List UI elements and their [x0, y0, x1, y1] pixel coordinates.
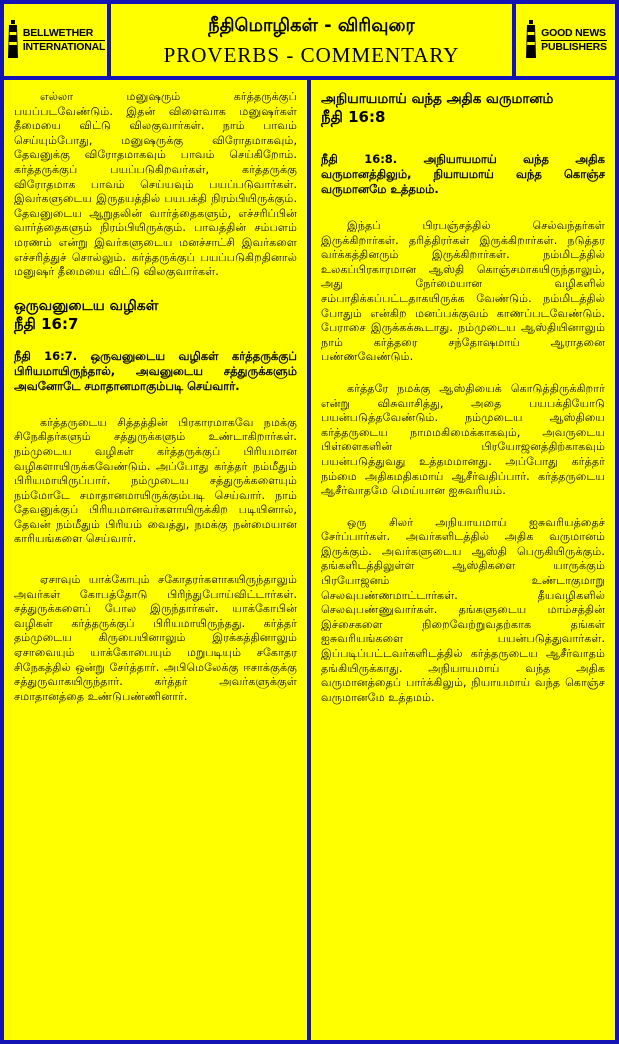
right-section-title: அநியாயமாய் வந்த அதிக வருமானம்: [321, 91, 554, 107]
left-verse: நீதி 16:7. ஒருவனுடைய வழிகள் கர்த்தருக்குப் பிரியமாயிருந்தால், அவனுடைய சத்துருக்களும் அவனோடே சமாதானமாகும்படி செய்வார்.: [14, 348, 297, 393]
right-section-heading: [321, 90, 605, 126]
logo-right-line2: PUBLISHERS: [541, 40, 607, 53]
left-column: [4, 80, 307, 1040]
lighthouse-icon: [524, 20, 538, 60]
right-section-ref: நீதி 16:8: [321, 108, 386, 126]
right-paragraph-3: ஒரு சிலர் அநியாயமாய் ஐசுவரியத்தைச் சேர்ப்பார்கள். அவர்களிடத்தில் அதிக வருமானம் இருக்கும். அவர்களுடைய ஆஸ்தி பெருகியிருக்கும். தங்களிடத்திலுள்ள ஆஸ்திகளை யாருக்கும் பிரயோஜனம் உண்டாகுமாறு செலவுபண்ணமாட்டார்கள். தீயவழிகளில் செலவுபண்ணுவார்கள். தங்களுடைய மாம்சத்தின் இச்சைகளை நிறைவேற்றுவதற்காக தங்கள் ஐசுவரியங்களை பயன்படுத்துவார்கள். இப்படிப்பட்டவர்களிடத்தில் கர்த்தருடைய ஆசீர்வாதம் தங்கியிருக்காது. அநியாயமாய் வந்த அதிக வருமானத்தைப் பார்க்கிலும், நியாயமாய் வந்த கொஞ்ச வருமானமே உத்தமம்.: [321, 515, 605, 704]
left-paragraph-2: கர்த்தருடைய சித்தத்தின் பிரகாரமாகவே நமக்கு சிநேகிதர்களும் சத்துருக்களும் உண்டாகிறார்கள். நம்முடைய வழிகள் கர்த்தருக்குப் பிரியமான வழிகளாயிருக்கவேண்டும். அப்போது கர்த்தர் நம்மீதும் பிரியமாயிருப்பார். நம்முடைய சத்துருக்களையும் நம்மோடே சமாதானமாயிருக்கும்படி செய்வார். நாம் தேவனுக்குப் பிரியமானவர்களாயிருக்கிற படியினால், தேவன் நம்மீதும் பிரியம் வைத்து, நமக்கு நன்மையான காரியங்களை செய்வார்.: [14, 415, 297, 546]
header-title-tamil: நீதிமொழிகள் - விரிவுரை: [208, 15, 415, 36]
logo-right-line1: GOOD NEWS: [541, 26, 606, 39]
right-column: [311, 80, 615, 1040]
header-title-english: PROVERBS - COMMENTARY: [163, 43, 460, 67]
lighthouse-icon: [6, 20, 20, 60]
left-section-heading: [14, 297, 297, 333]
good-news-logo: [516, 4, 615, 76]
logo-left-line1: BELLWETHER: [23, 27, 105, 41]
left-section-ref: நீதி 16:7: [14, 314, 79, 333]
right-verse: நீதி 16:8. அநியாயமாய் வந்த அதிக வருமானத்திலும், நியாயமாய் வந்த கொஞ்ச வருமானமே உத்தமம்.: [321, 152, 605, 196]
right-paragraph-2: கர்த்தரே நமக்கு ஆஸ்தியைக் கொடுத்திருக்கிறார் என்று விசுவாசித்து, அதை பயபக்தியோடு பயன்படுத்தவேண்டும். நம்முடைய ஆஸ்தியை கர்த்தருடைய நாமமகிமைக்காகவும், அவருடைய பிள்ளைகளின் பிரயோஜனத்திற்காகவும் பயன்படுத்துவது உத்தமமானது. அப்போது கர்த்தர் நம்மை அதிகமதிகமாய் ஆசீர்வதிப்பார். கர்த்தருடைய ஆசீர்வாதமே மெய்யான ஐசுவரியம்.: [321, 381, 605, 498]
left-paragraph-3: ஏசாவும் யாக்கோபும் சகோதரர்களாகயிருந்தாலும் அவர்கள் கோபத்தோடு பிரிந்துபோய்விட்டார்கள். சத்துருக்களைப் போல இருந்தார்கள். யாக்கோபின் வழிகள் கர்த்தருக்குப் பிரியமாயிருந்தது. கர்த்தர் தம்முடைய கிருபையினாலும் இரக்கத்தினாலும் ஏசாவையும் யாக்கோபையும் மறுபடியும் சகோதர சிநேகத்தில் ஒன்று சேர்த்தார். அபிமெலேக்கு ஈசாக்குக்கு சத்துருவாகயிருந்தார். கர்த்தர் அவர்களுக்குள் சமாதானத்தை உண்டுபண்ணினார்.: [14, 573, 297, 703]
right-paragraph-1: இந்தப் பிரபஞ்சத்தில் செல்வந்தர்கள் இருக்கிறார்கள். தரித்திரர்கள் இருக்கிறார்கள். நடுத்தர வர்க்கத்தினரும் இருக்கிறார்கள். நம்மிடத்தில் உலகப்பிரகாரமான ஆஸ்தி கொஞ்சமாகயிருந்தாலும், அது நேர்மையான வழிகளில் சம்பாதிக்கப்பட்டதாகயிருக்க வேண்டும். நம்மிடத்தில் போதும் என்கிற மனப்பக்குவம் காணப்படவேண்டும். பேராசை இருக்கக்கூடாது. நம்முடைய ஆஸ்தியினாலும் நாம் கர்த்தரை சந்தோஷமாய் ஆராதனை பண்ணவேண்டும்.: [321, 219, 605, 364]
bellwether-logo: [4, 4, 107, 76]
left-paragraph-1: எல்லா மனுஷரும் கர்த்தருக்குப் பயப்படவேண்டும். இதன் விளைவாக மனுஷர்கள் தீமையை விட்டு விலகுவார்கள். நாம் பாவம் செய்யும்போது, மனுஷருக்கு விரோதமாகவும், தேவனுக்கு விரோதமாகவும் பாவம் செய்கிறோம். கர்த்தருக்குப் பயப்படுகிறவர்கள், கர்த்தருக்கு விரோதமாக பாவம் செய்யவும் பயப்படுவார்கள். இவர்களுடைய இருதயத்தில் பயபக்தி நிரம்பியிருக்கும். தேவனுடைய ஆறுதலின் வார்த்தைகளும், எச்சரிப்பின் வார்த்தைகளும் நிரம்பியிருக்கும். பாவத்தின் சம்பளம் மரணம் என்று இவர்களுடைய மனச்சாட்சி இவர்களை எச்சரித்துச் சொல்லும். கர்த்தருக்குப் பயப்படுகிறதினால் மனுஷர் தீமையை விட்டு விலகுவார்கள்.: [14, 90, 297, 279]
logo-left-line2: INTERNATIONAL: [22, 40, 106, 53]
page-header: [111, 4, 512, 76]
left-section-title: ஒருவனுடைய வழிகள்: [14, 297, 159, 314]
